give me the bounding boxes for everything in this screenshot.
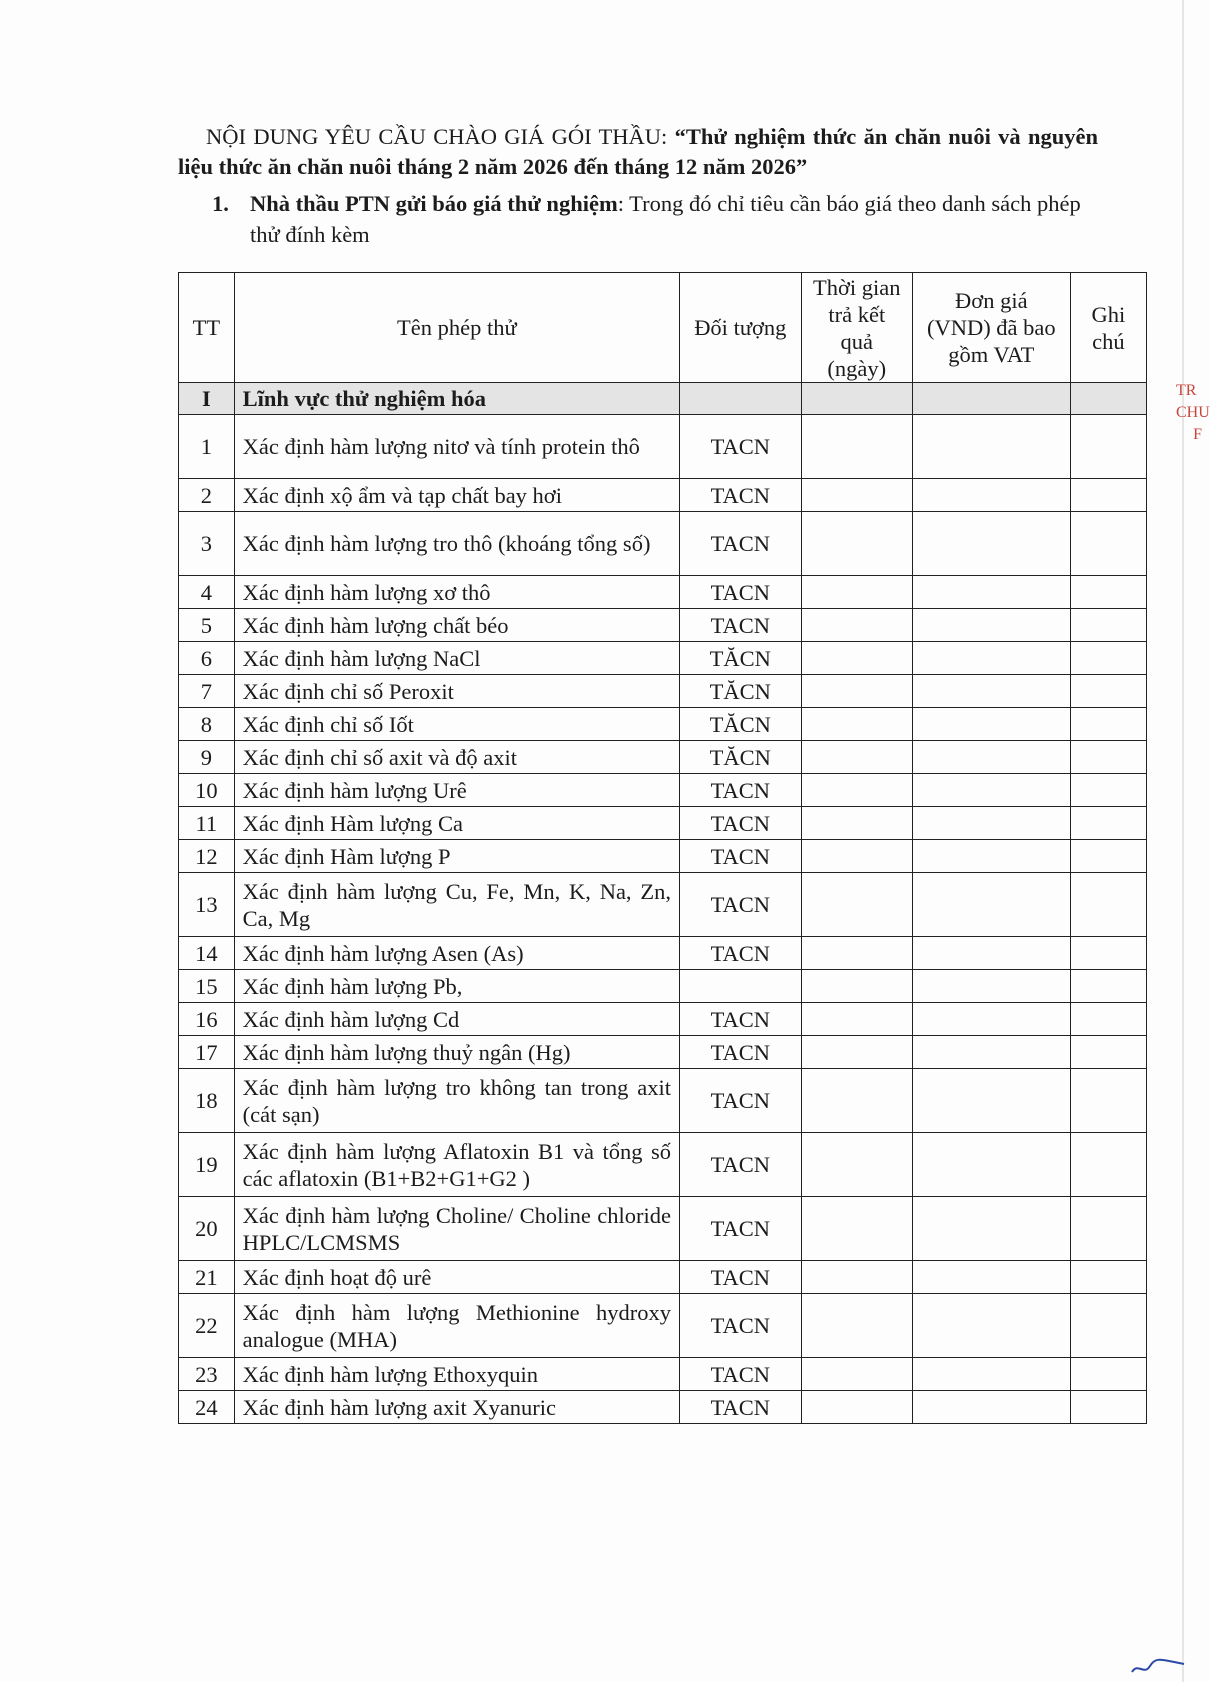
row-note xyxy=(1070,840,1146,873)
title-bold: “Thử nghiệm thức ăn chăn nuôi và nguyên liệu thức ăn chăn nuôi tháng 2 năm 2026 đến tháng 12 năm 2026” xyxy=(178,124,1098,179)
row-note xyxy=(1070,1358,1146,1391)
row-unit-price xyxy=(912,479,1070,512)
row-test-name: Xác định hàm lượng Asen (As) xyxy=(234,937,679,970)
section-row xyxy=(179,383,1147,415)
row-turnaround xyxy=(801,1294,912,1358)
row-turnaround xyxy=(801,774,912,807)
row-note xyxy=(1070,970,1146,1003)
row-turnaround xyxy=(801,1133,912,1197)
row-object: TACN xyxy=(679,512,801,576)
table-header-row xyxy=(179,273,1147,383)
table-row xyxy=(179,1261,1147,1294)
table-row xyxy=(179,576,1147,609)
row-unit-price xyxy=(912,642,1070,675)
row-unit-price xyxy=(912,873,1070,937)
row-test-name: Xác định hàm lượng thuỷ ngân (Hg) xyxy=(234,1036,679,1069)
row-number: 15 xyxy=(179,970,235,1003)
item-1-bold: Nhà thầu PTN gửi báo giá thử nghiệm xyxy=(250,191,618,216)
row-number: 21 xyxy=(179,1261,235,1294)
table-row xyxy=(179,1069,1147,1133)
table-row xyxy=(179,1003,1147,1036)
row-turnaround xyxy=(801,708,912,741)
table-row xyxy=(179,1197,1147,1261)
table-row xyxy=(179,937,1147,970)
row-unit-price xyxy=(912,1069,1070,1133)
row-number: 16 xyxy=(179,1003,235,1036)
table-row xyxy=(179,970,1147,1003)
row-note xyxy=(1070,479,1146,512)
row-object: TACN xyxy=(679,774,801,807)
row-object: TACN xyxy=(679,479,801,512)
row-turnaround xyxy=(801,479,912,512)
row-object xyxy=(679,970,801,1003)
row-note xyxy=(1070,1069,1146,1133)
row-turnaround xyxy=(801,1391,912,1424)
row-object: TACN xyxy=(679,1069,801,1133)
table-row xyxy=(179,1358,1147,1391)
header-test-name: Tên phép thử xyxy=(234,273,679,383)
row-number: 3 xyxy=(179,512,235,576)
row-turnaround xyxy=(801,1069,912,1133)
row-test-name: Xác định hoạt độ urê xyxy=(234,1261,679,1294)
section-label: Lĩnh vực thử nghiệm hóa xyxy=(234,383,679,415)
table-row xyxy=(179,708,1147,741)
row-number: 18 xyxy=(179,1069,235,1133)
table-row xyxy=(179,741,1147,774)
row-number: 14 xyxy=(179,937,235,970)
row-number: 7 xyxy=(179,675,235,708)
row-number: 2 xyxy=(179,479,235,512)
row-test-name: Xác định hàm lượng xơ thô xyxy=(234,576,679,609)
row-unit-price xyxy=(912,741,1070,774)
row-unit-price xyxy=(912,1197,1070,1261)
signature-mark xyxy=(1128,1656,1188,1678)
table-row xyxy=(179,415,1147,479)
row-object: TACN xyxy=(679,1003,801,1036)
row-unit-price xyxy=(912,1358,1070,1391)
header-note: Ghi chú xyxy=(1070,273,1146,383)
row-number: 11 xyxy=(179,807,235,840)
row-object: TACN xyxy=(679,1261,801,1294)
row-note xyxy=(1070,774,1146,807)
row-test-name: Xác định hàm lượng tro thô (khoáng tổng số) xyxy=(234,512,679,576)
row-test-name: Xác định chỉ số Iốt xyxy=(234,708,679,741)
test-price-table xyxy=(178,272,1147,1424)
row-note xyxy=(1070,1003,1146,1036)
table-row xyxy=(179,840,1147,873)
row-test-name: Xác định hàm lượng Methionine hydroxy analogue (MHA) xyxy=(234,1294,679,1358)
row-object: TĂCN xyxy=(679,708,801,741)
row-turnaround xyxy=(801,807,912,840)
row-test-name: Xác định chỉ số axit và độ axit xyxy=(234,741,679,774)
row-object: TACN xyxy=(679,609,801,642)
table-row xyxy=(179,1036,1147,1069)
row-object: TACN xyxy=(679,937,801,970)
row-turnaround xyxy=(801,512,912,576)
row-note xyxy=(1070,873,1146,937)
row-number: 23 xyxy=(179,1358,235,1391)
row-unit-price xyxy=(912,1003,1070,1036)
row-turnaround xyxy=(801,741,912,774)
row-turnaround xyxy=(801,1197,912,1261)
row-turnaround xyxy=(801,642,912,675)
row-note xyxy=(1070,741,1146,774)
table-row xyxy=(179,1133,1147,1197)
row-unit-price xyxy=(912,937,1070,970)
row-note xyxy=(1070,1294,1146,1358)
row-note xyxy=(1070,1391,1146,1424)
row-number: 4 xyxy=(179,576,235,609)
row-turnaround xyxy=(801,1261,912,1294)
title-prefix: NỘI DUNG YÊU CẦU CHÀO GIÁ GÓI THẦU: xyxy=(206,124,675,149)
row-test-name: Xác định hàm lượng nitơ và tính protein thô xyxy=(234,415,679,479)
row-object: TACN xyxy=(679,1133,801,1197)
row-test-name: Xác định hàm lượng Cu, Fe, Mn, K, Na, Zn, Ca, Mg xyxy=(234,873,679,937)
row-note xyxy=(1070,512,1146,576)
header-object: Đối tượng xyxy=(679,273,801,383)
row-unit-price xyxy=(912,675,1070,708)
row-test-name: Xác định hàm lượng NaCl xyxy=(234,642,679,675)
header-unit-price: Đơn giá (VND) đã bao gồm VAT xyxy=(912,273,1070,383)
row-test-name: Xác định hàm lượng axit Xyanuric xyxy=(234,1391,679,1424)
table-row xyxy=(179,774,1147,807)
row-object: TACN xyxy=(679,807,801,840)
red-stamp-fragment: TR CHU F xyxy=(1176,382,1210,443)
row-unit-price xyxy=(912,1391,1070,1424)
row-note xyxy=(1070,675,1146,708)
row-turnaround xyxy=(801,675,912,708)
row-turnaround xyxy=(801,609,912,642)
row-unit-price xyxy=(912,1294,1070,1358)
row-object: TACN xyxy=(679,1391,801,1424)
table-row xyxy=(179,642,1147,675)
table-row xyxy=(179,807,1147,840)
row-note xyxy=(1070,708,1146,741)
row-note xyxy=(1070,415,1146,479)
row-number: 10 xyxy=(179,774,235,807)
row-number: 22 xyxy=(179,1294,235,1358)
row-object: TACN xyxy=(679,1358,801,1391)
row-unit-price xyxy=(912,774,1070,807)
row-test-name: Xác định Hàm lượng Ca xyxy=(234,807,679,840)
row-object: TACN xyxy=(679,1036,801,1069)
item-1-paragraph xyxy=(212,188,1092,250)
row-test-name: Xác định hàm lượng Aflatoxin B1 và tổng số các aflatoxin (B1+B2+G1+G2 ) xyxy=(234,1133,679,1197)
row-turnaround xyxy=(801,1358,912,1391)
row-object: TACN xyxy=(679,840,801,873)
row-number: 5 xyxy=(179,609,235,642)
row-object: TĂCN xyxy=(679,675,801,708)
row-note xyxy=(1070,642,1146,675)
row-test-name: Xác định hàm lượng Ethoxyquin xyxy=(234,1358,679,1391)
row-number: 12 xyxy=(179,840,235,873)
row-turnaround xyxy=(801,970,912,1003)
row-test-name: Xác định hàm lượng Cd xyxy=(234,1003,679,1036)
row-test-name: Xác định chỉ số Peroxit xyxy=(234,675,679,708)
row-number: 17 xyxy=(179,1036,235,1069)
row-number: 6 xyxy=(179,642,235,675)
row-note xyxy=(1070,609,1146,642)
row-test-name: Xác định Hàm lượng P xyxy=(234,840,679,873)
table-row xyxy=(179,1391,1147,1424)
table-row xyxy=(179,479,1147,512)
row-test-name: Xác định hàm lượng Pb, xyxy=(234,970,679,1003)
row-turnaround xyxy=(801,1003,912,1036)
row-number: 19 xyxy=(179,1133,235,1197)
scan-edge-line xyxy=(1182,0,1184,1682)
row-turnaround xyxy=(801,937,912,970)
row-test-name: Xác định xộ ẩm và tạp chất bay hơi xyxy=(234,479,679,512)
row-note xyxy=(1070,1036,1146,1069)
row-turnaround xyxy=(801,873,912,937)
row-number: 1 xyxy=(179,415,235,479)
row-number: 9 xyxy=(179,741,235,774)
row-turnaround xyxy=(801,576,912,609)
row-note xyxy=(1070,807,1146,840)
header-tt: TT xyxy=(179,273,235,383)
row-object: TACN xyxy=(679,576,801,609)
row-unit-price xyxy=(912,576,1070,609)
document-title xyxy=(178,122,1098,182)
row-note xyxy=(1070,1197,1146,1261)
row-object: TACN xyxy=(679,873,801,937)
table-row xyxy=(179,1294,1147,1358)
row-test-name: Xác định hàm lượng Choline/ Choline chloride HPLC/LCMSMS xyxy=(234,1197,679,1261)
row-note xyxy=(1070,1133,1146,1197)
row-unit-price xyxy=(912,1261,1070,1294)
row-object: TĂCN xyxy=(679,642,801,675)
table-row xyxy=(179,512,1147,576)
row-number: 20 xyxy=(179,1197,235,1261)
row-note xyxy=(1070,937,1146,970)
row-test-name: Xác định hàm lượng Urê xyxy=(234,774,679,807)
row-test-name: Xác định hàm lượng chất béo xyxy=(234,609,679,642)
row-unit-price xyxy=(912,970,1070,1003)
table-row xyxy=(179,675,1147,708)
row-object: TACN xyxy=(679,415,801,479)
row-turnaround xyxy=(801,1036,912,1069)
row-number: 8 xyxy=(179,708,235,741)
row-unit-price xyxy=(912,840,1070,873)
row-unit-price xyxy=(912,807,1070,840)
row-note xyxy=(1070,576,1146,609)
table-row xyxy=(179,609,1147,642)
item-1-number: 1. xyxy=(212,191,229,216)
row-object: TACN xyxy=(679,1294,801,1358)
row-object: TĂCN xyxy=(679,741,801,774)
header-turnaround: Thời gian trả kết quả (ngày) xyxy=(801,273,912,383)
row-turnaround xyxy=(801,415,912,479)
row-turnaround xyxy=(801,840,912,873)
row-unit-price xyxy=(912,1036,1070,1069)
row-unit-price xyxy=(912,1133,1070,1197)
row-unit-price xyxy=(912,708,1070,741)
row-note xyxy=(1070,1261,1146,1294)
table-row xyxy=(179,873,1147,937)
row-object: TACN xyxy=(679,1197,801,1261)
row-number: 13 xyxy=(179,873,235,937)
row-test-name: Xác định hàm lượng tro không tan trong axit (cát sạn) xyxy=(234,1069,679,1133)
item-1-text: : Trong đó chỉ tiêu cần báo giá theo danh sách phép thử đính kèm xyxy=(250,191,1081,247)
row-number: 24 xyxy=(179,1391,235,1424)
row-unit-price xyxy=(912,512,1070,576)
row-unit-price xyxy=(912,609,1070,642)
section-number: I xyxy=(179,383,235,415)
row-unit-price xyxy=(912,415,1070,479)
